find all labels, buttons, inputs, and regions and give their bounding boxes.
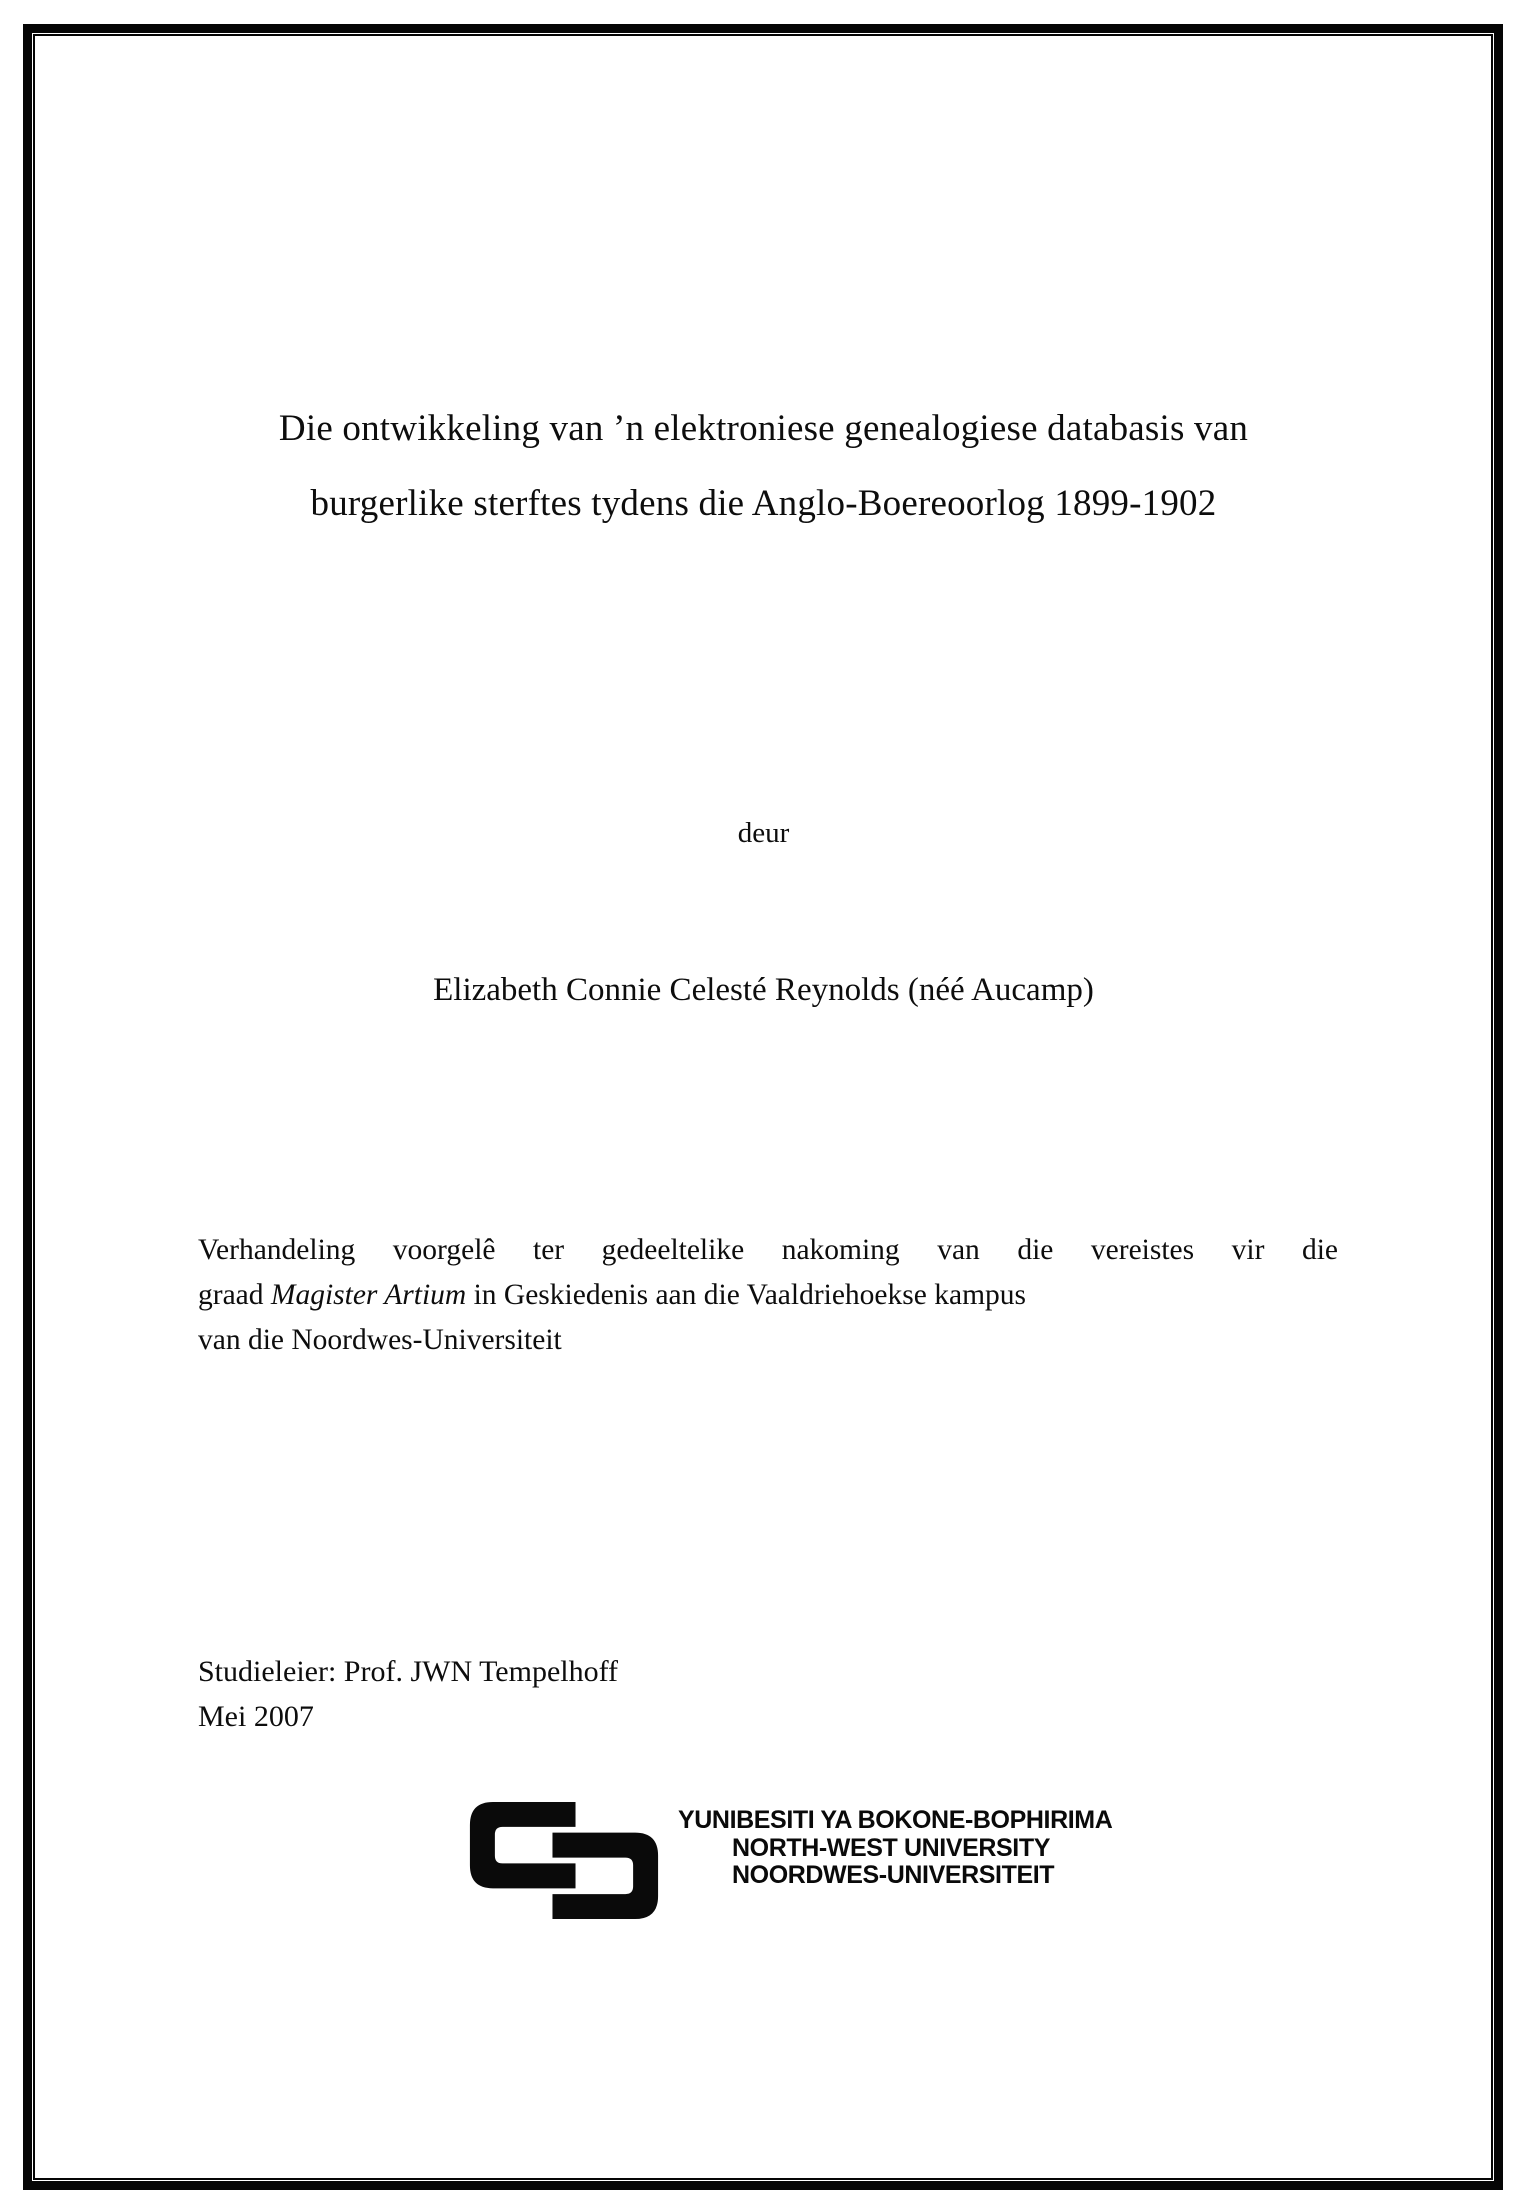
university-logo	[468, 1800, 1112, 1921]
statement-line-3: van die Noordwes-Universiteit	[198, 1324, 562, 1356]
nwu-logo-icon	[468, 1800, 660, 1921]
logo-line-setswana: YUNIBESITI YA BOKONE-BOPHIRIMA	[678, 1806, 1113, 1834]
date-line: Mei 2007	[198, 1700, 314, 1733]
university-logo-text	[678, 1800, 1112, 1890]
thesis-statement	[198, 1228, 1338, 1363]
supervisor-block	[198, 1649, 618, 1739]
thesis-title	[0, 391, 1527, 541]
thesis-title-line-2: burgerlike sterftes tydens die Anglo-Boereoorlog 1899-1902	[310, 483, 1217, 524]
author-name: Elizabeth Connie Celesté Reynolds (néé Aucamp)	[433, 972, 1094, 1008]
statement-line-2	[198, 1273, 1338, 1318]
statement-line-1: Verhandeling voorgelê ter gedeeltelike nakoming van die vereistes vir die	[198, 1234, 1338, 1266]
logo-line-afrikaans: NOORDWES-UNIVERSITEIT	[732, 1861, 1055, 1889]
statement-line-2-post: in Geskiedenis aan die Vaaldriehoekse kampus	[466, 1279, 1026, 1311]
logo-line-english: NORTH-WEST UNIVERSITY	[732, 1833, 1050, 1862]
statement-line-2-pre: graad	[198, 1279, 271, 1311]
supervisor-line: Studieleier: Prof. JWN Tempelhoff	[198, 1655, 619, 1688]
byline-deur: deur	[737, 817, 790, 849]
thesis-title-line-1: Die ontwikkeling van ’n elektroniese genealogiese databasis van	[278, 408, 1249, 449]
degree-emphasis: Magister Artium	[270, 1279, 467, 1311]
